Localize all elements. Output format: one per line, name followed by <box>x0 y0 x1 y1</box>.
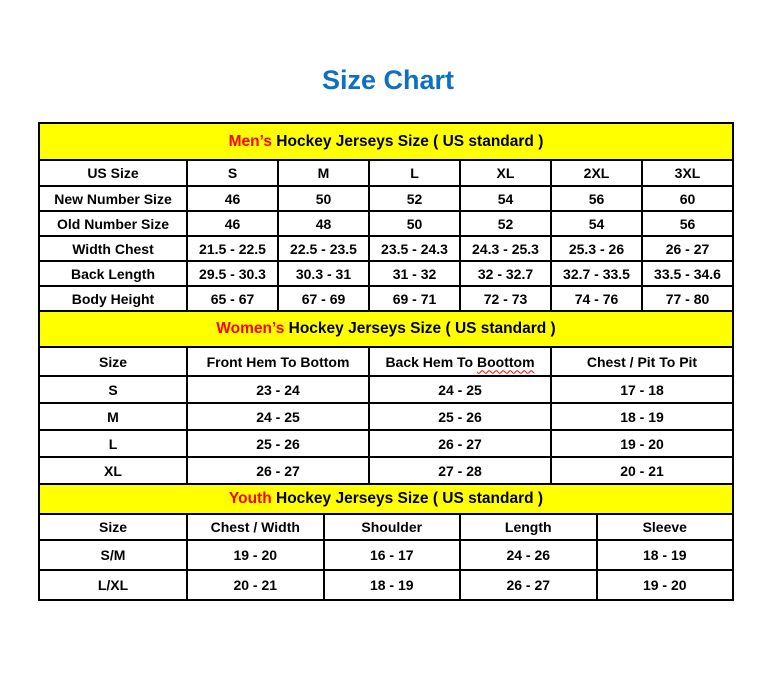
size-value-cell: 20 - 21 <box>187 570 324 600</box>
column-header: XL <box>460 160 551 186</box>
column-header: US Size <box>39 160 187 186</box>
size-value-cell: 24 - 25 <box>369 376 551 403</box>
womens-section-title <box>39 311 733 347</box>
row-label: Back Length <box>39 261 187 286</box>
section-name-highlight: Women’s <box>216 320 285 337</box>
row-label: New Number Size <box>39 186 187 211</box>
size-value-cell: 27 - 28 <box>369 457 551 484</box>
table-row <box>39 376 733 403</box>
size-value-cell: 65 - 67 <box>187 286 278 311</box>
column-header: L <box>369 160 460 186</box>
section-title-text: Hockey Jerseys Size ( US standard ) <box>276 132 544 150</box>
size-value-cell: 56 <box>642 211 733 236</box>
size-value-cell: 60 <box>642 186 733 211</box>
size-value-cell: 24 - 25 <box>187 403 369 430</box>
row-label: Body Height <box>39 286 187 311</box>
section-name-highlight: Men’s <box>228 132 272 150</box>
size-value-cell: 20 - 21 <box>551 457 733 484</box>
size-value-cell: 19 - 20 <box>187 540 324 570</box>
column-header: Front Hem To Bottom <box>187 347 369 376</box>
column-header: 2XL <box>551 160 642 186</box>
table-row <box>39 261 733 286</box>
table-row <box>39 570 733 600</box>
page-title: Size Chart <box>321 65 455 95</box>
row-label: S/M <box>39 540 187 570</box>
size-value-cell: 18 - 19 <box>324 570 461 600</box>
section-name-highlight: Youth <box>228 490 272 507</box>
size-value-cell: 18 - 19 <box>597 540 734 570</box>
size-value-cell: 52 <box>460 211 551 236</box>
size-value-cell: 56 <box>551 186 642 211</box>
size-value-cell: 50 <box>369 211 460 236</box>
column-header: Size <box>39 347 187 376</box>
youth-size-table <box>38 483 734 601</box>
section-title-text: Hockey Jerseys Size ( US standard ) <box>276 490 544 507</box>
size-value-cell: 25 - 26 <box>187 430 369 457</box>
size-value-cell: 25 - 26 <box>369 403 551 430</box>
row-label: L <box>39 430 187 457</box>
size-value-cell: 16 - 17 <box>324 540 461 570</box>
size-value-cell: 46 <box>187 211 278 236</box>
mens-section-title <box>39 123 733 160</box>
row-label: Old Number Size <box>39 211 187 236</box>
size-value-cell: 19 - 20 <box>597 570 734 600</box>
column-header: Length <box>460 514 597 540</box>
column-header: 3XL <box>642 160 733 186</box>
row-label: XL <box>39 457 187 484</box>
table-row <box>39 211 733 236</box>
size-value-cell: 67 - 69 <box>278 286 369 311</box>
column-header <box>369 347 551 376</box>
size-value-cell: 50 <box>278 186 369 211</box>
size-value-cell: 69 - 71 <box>369 286 460 311</box>
size-value-cell: 32.7 - 33.5 <box>551 261 642 286</box>
column-header: M <box>278 160 369 186</box>
size-value-cell: 17 - 18 <box>551 376 733 403</box>
column-header: Size <box>39 514 187 540</box>
size-value-cell: 18 - 19 <box>551 403 733 430</box>
size-value-cell: 77 - 80 <box>642 286 733 311</box>
table-row <box>39 457 733 484</box>
table-row <box>39 186 733 211</box>
misspelled-word: Boottom <box>477 353 535 370</box>
size-value-cell: 25.3 - 26 <box>551 236 642 261</box>
table-row <box>39 430 733 457</box>
mens-column-header-row <box>39 160 733 186</box>
table-row <box>39 540 733 570</box>
column-header: Shoulder <box>324 514 461 540</box>
size-value-cell: 32 - 32.7 <box>460 261 551 286</box>
size-value-cell: 72 - 73 <box>460 286 551 311</box>
size-chart <box>38 122 734 601</box>
womens-column-header-row <box>39 347 733 376</box>
size-value-cell: 33.5 - 34.6 <box>642 261 733 286</box>
size-value-cell: 26 - 27 <box>369 430 551 457</box>
size-value-cell: 30.3 - 31 <box>278 261 369 286</box>
column-header-text: Back Hem To <box>385 353 474 370</box>
row-label: S <box>39 376 187 403</box>
table-row <box>39 403 733 430</box>
size-value-cell: 23 - 24 <box>187 376 369 403</box>
size-value-cell: 74 - 76 <box>551 286 642 311</box>
womens-size-table <box>38 310 734 485</box>
mens-section-header <box>39 123 733 160</box>
size-value-cell: 46 <box>187 186 278 211</box>
row-label: L/XL <box>39 570 187 600</box>
table-row <box>39 236 733 261</box>
size-value-cell: 31 - 32 <box>369 261 460 286</box>
column-header: Chest / Pit To Pit <box>551 347 733 376</box>
size-value-cell: 54 <box>460 186 551 211</box>
size-value-cell: 26 - 27 <box>642 236 733 261</box>
size-value-cell: 24.3 - 25.3 <box>460 236 551 261</box>
column-header: Chest / Width <box>187 514 324 540</box>
size-value-cell: 21.5 - 22.5 <box>187 236 278 261</box>
row-label: M <box>39 403 187 430</box>
column-header: S <box>187 160 278 186</box>
size-value-cell: 19 - 20 <box>551 430 733 457</box>
mens-size-table <box>38 122 734 312</box>
womens-section-header <box>39 311 733 347</box>
row-label: Width Chest <box>39 236 187 261</box>
column-header: Sleeve <box>597 514 734 540</box>
youth-section-title <box>39 484 733 514</box>
table-row <box>39 286 733 311</box>
size-value-cell: 29.5 - 30.3 <box>187 261 278 286</box>
youth-section-header <box>39 484 733 514</box>
size-value-cell: 26 - 27 <box>187 457 369 484</box>
size-value-cell: 24 - 26 <box>460 540 597 570</box>
size-value-cell: 54 <box>551 211 642 236</box>
size-value-cell: 52 <box>369 186 460 211</box>
youth-column-header-row <box>39 514 733 540</box>
size-value-cell: 23.5 - 24.3 <box>369 236 460 261</box>
size-value-cell: 22.5 - 23.5 <box>278 236 369 261</box>
section-title-text: Hockey Jerseys Size ( US standard ) <box>288 320 556 337</box>
size-value-cell: 48 <box>278 211 369 236</box>
size-value-cell: 26 - 27 <box>460 570 597 600</box>
